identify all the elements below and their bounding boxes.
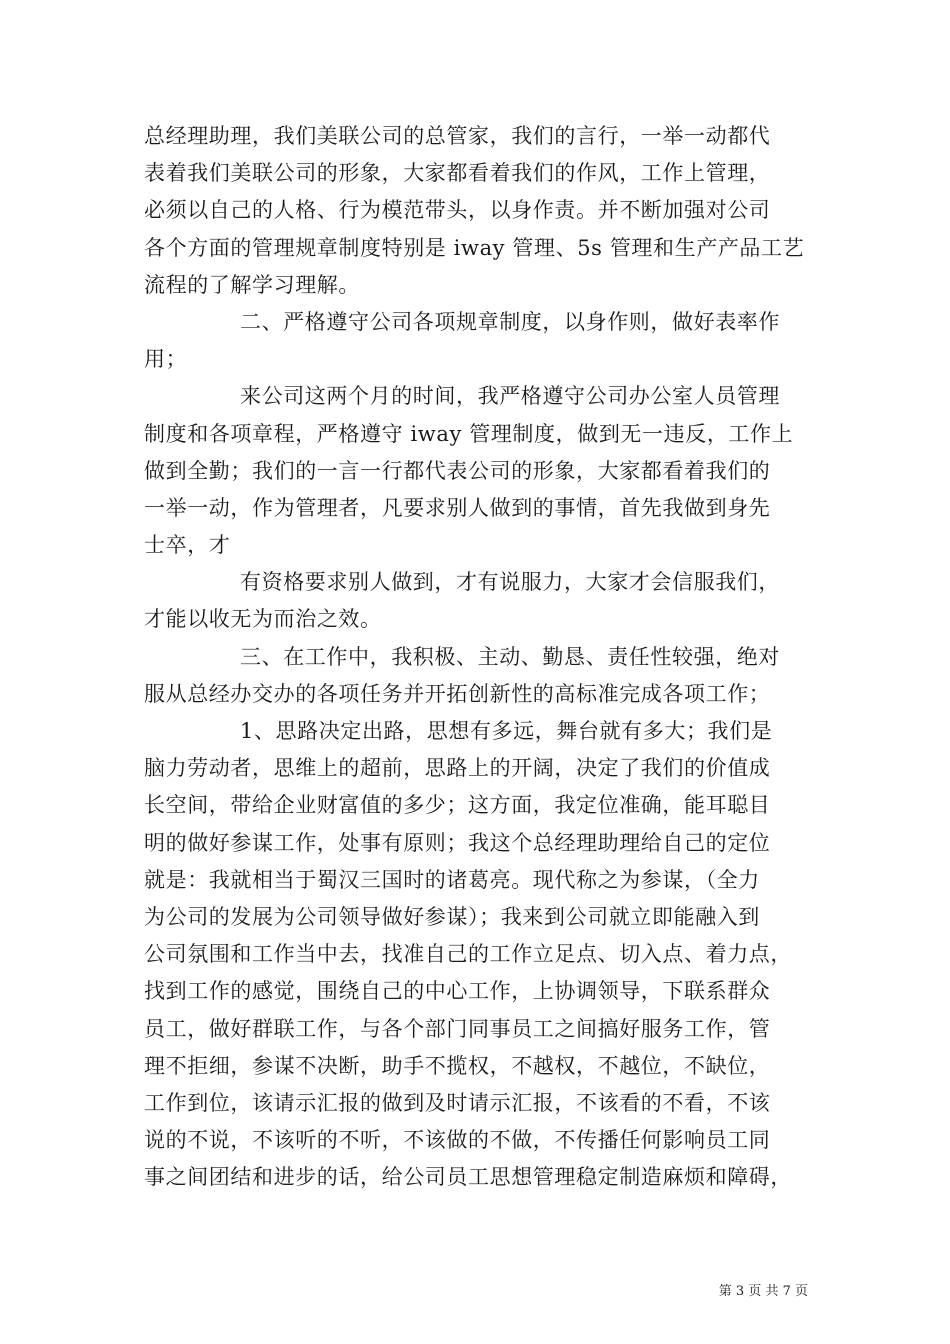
- text-line: 员工，做好群联工作，与各个部门同事员工之间搞好服务工作，管: [144, 1016, 771, 1041]
- page-number: 第 3 页 共 7 页: [718, 1284, 808, 1299]
- text-line: 事之间团结和进步的话，给公司员工思想管理稳定制造麻烦和障碍，: [144, 1165, 792, 1190]
- text-line: 各个方面的管理规章制度特别是 iway 管理、5s 管理和生产产品工艺: [144, 235, 805, 260]
- text-line: 做到全勤；我们的一言一行都代表公司的形象，大家都看着我们的: [144, 458, 771, 483]
- text-line: 理不拒细，参谋不决断，助手不揽权，不越权，不越位，不缺位，: [144, 1053, 771, 1078]
- text-line: 二、严格遵守公司各项规章制度，以身作则，做好表率作: [240, 309, 780, 334]
- body-text: [144, 118, 814, 1196]
- text-line: 三、在工作中，我积极、主动、勤恳、责任性较强，绝对: [240, 644, 780, 669]
- text-line: 流程的了解学习理解。: [144, 272, 360, 297]
- page-footer: [0, 1280, 950, 1299]
- text-line: 工作到位，该请示汇报的做到及时请示汇报，不该看的不看，不该: [144, 1090, 771, 1115]
- text-line: 明的做好参谋工作，处事有原则；我这个总经理助理给自己的定位: [144, 830, 771, 855]
- text-line: 脑力劳动者，思维上的超前，思路上的开阔，决定了我们的价值成: [144, 756, 771, 781]
- text-line: 制度和各项章程，严格遵守 iway 管理制度，做到无一违反，工作上: [144, 421, 794, 446]
- text-line: 用；: [144, 347, 188, 372]
- text-line: 一举一动，作为管理者，凡要求别人做到的事情，首先我做到身先: [144, 495, 771, 520]
- text-line: 来公司这两个月的时间，我严格遵守公司办公室人员管理: [240, 384, 780, 409]
- text-line: 总经理助理，我们美联公司的总管家，我们的言行，一举一动都代: [144, 124, 771, 148]
- text-line: 服从总经办交办的各项任务并开拓创新性的高标准完成各项工作；: [144, 681, 771, 706]
- text-line: 为公司的发展为公司领导做好参谋）；我来到公司就立即能融入到: [144, 904, 760, 929]
- text-line: 1、思路决定出路，思想有多远，舞台就有多大；我们是: [240, 719, 773, 743]
- text-line: 有资格要求别人做到，才有说服力，大家才会信服我们，: [240, 570, 780, 595]
- text-line: 长空间，带给企业财富值的多少；这方面，我定位准确，能耳聪目: [144, 793, 771, 818]
- text-line: 必须以自己的人格、行为模范带头，以身作责。并不断加强对公司: [144, 198, 771, 223]
- text-line: 表着我们美联公司的形象，大家都看着我们的作风，工作上管理，: [144, 161, 771, 186]
- text-line: 才能以收无为而治之效。: [144, 607, 382, 632]
- text-line: 说的不说，不该听的不听，不该做的不做，不传播任何影响员工同: [144, 1128, 771, 1153]
- text-line: 就是：我就相当于蜀汉三国时的诸葛亮。现代称之为参谋，（全力: [144, 867, 760, 892]
- text-line: 公司氛围和工作当中去，找准自己的工作立足点、切入点、着力点，: [144, 942, 792, 967]
- text-line: 士卒，才: [144, 533, 231, 558]
- text-line: 找到工作的感觉，围绕自己的中心工作，上协调领导，下联系群众: [144, 979, 771, 1004]
